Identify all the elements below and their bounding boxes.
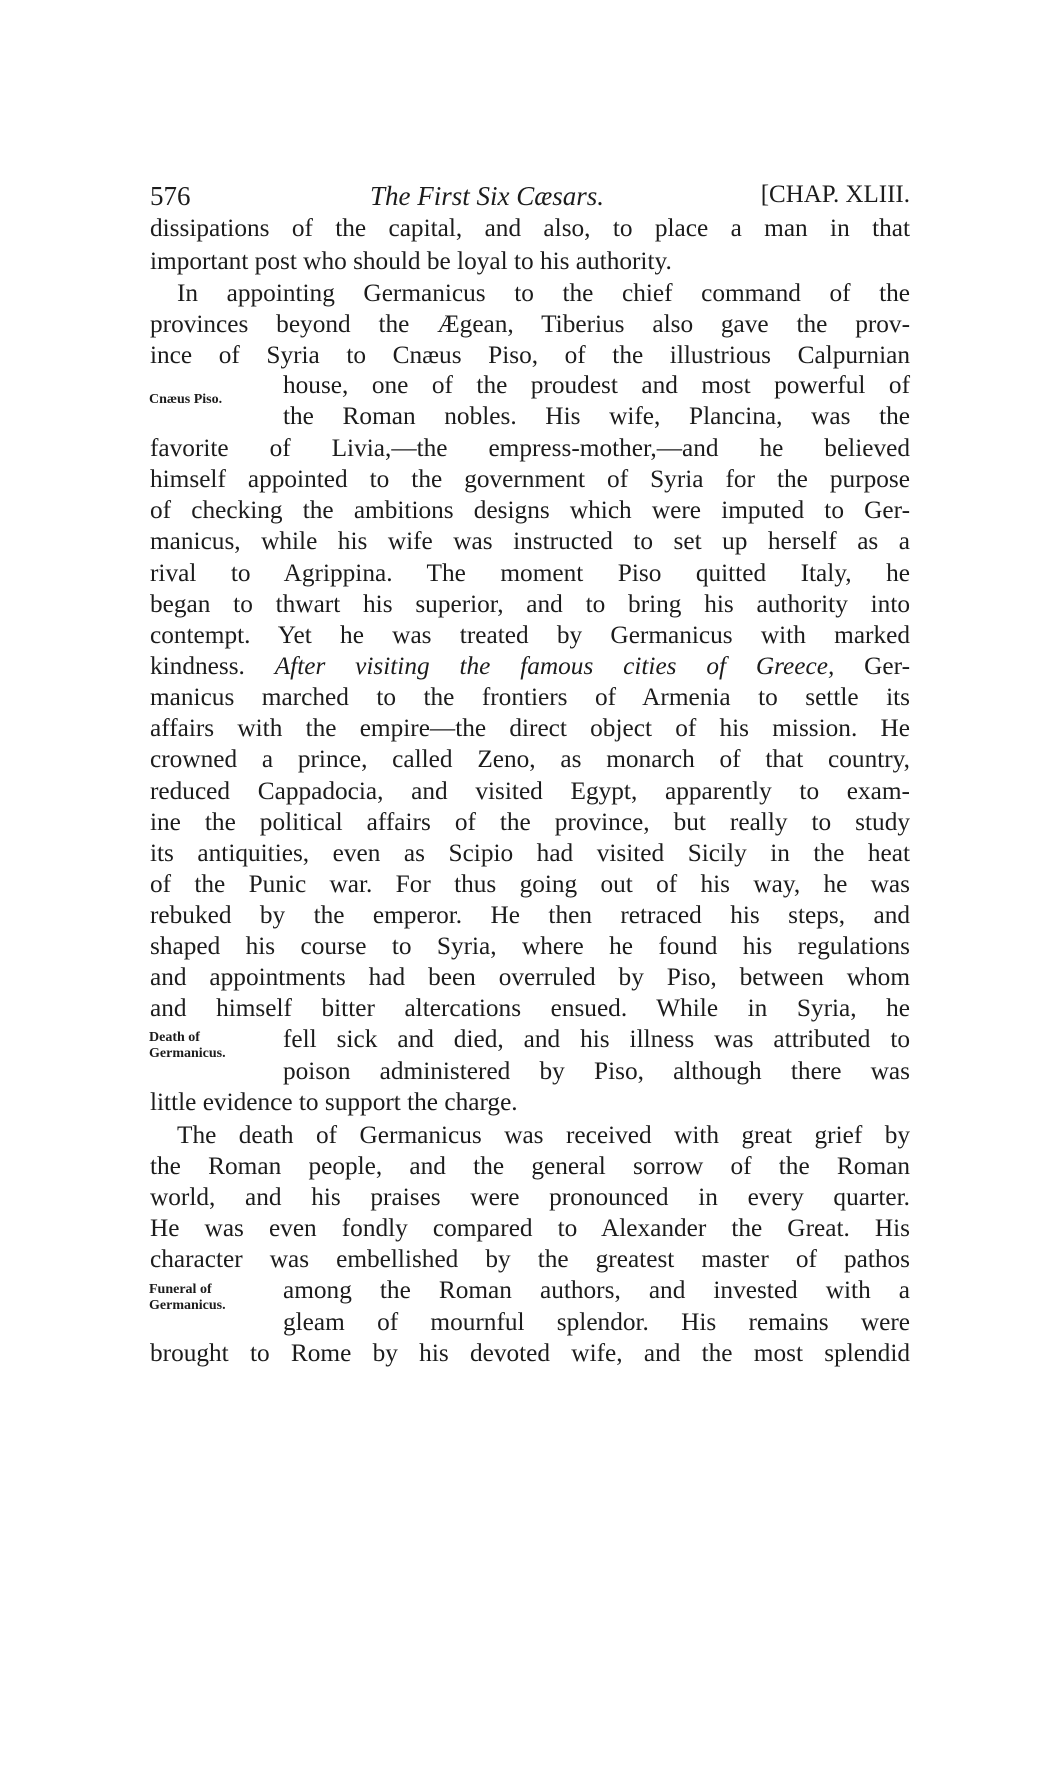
text-line: contempt. Yet he was treated by Germanicus with marked xyxy=(150,621,910,649)
text-line: manicus marched to the frontiers of Armenia to settle its xyxy=(150,683,910,711)
text-line: poison administered by Piso, although there was xyxy=(283,1057,910,1085)
text-line: provinces beyond the Ægean, Tiberius also gave the prov- xyxy=(150,310,910,338)
text-line: began to thwart his superior, and to bring his authority into xyxy=(150,590,910,618)
text-line: shaped his course to Syria, where he found his regulations xyxy=(150,932,910,960)
text-line: fell sick and died, and his illness was attributed to xyxy=(283,1025,910,1053)
text-line: important post who should be loyal to his authority. xyxy=(150,247,672,275)
text-line: affairs with the empire—the direct object of his mission. He xyxy=(150,714,910,742)
text-line: the Roman nobles. His wife, Plancina, was the xyxy=(283,402,910,430)
text-line: brought to Rome by his devoted wife, and the most splendid xyxy=(150,1339,910,1367)
sidenote-line: Germanicus. xyxy=(149,1298,226,1313)
text-line: manicus, while his wife was instructed to set up herself as a xyxy=(150,527,910,555)
text-line xyxy=(150,649,910,683)
text-line: little evidence to support the charge. xyxy=(150,1088,518,1116)
text-line: reduced Cappadocia, and visited Egypt, apparently to exam- xyxy=(150,777,910,805)
text-line: house, one of the proudest and most powerful of xyxy=(283,371,910,399)
text-line: the Roman people, and the general sorrow of the Roman xyxy=(150,1152,910,1180)
text-line: and himself bitter altercations ensued. While in Syria, he xyxy=(150,994,910,1022)
italic-segment: After visiting the famous cities of Greece, xyxy=(274,652,835,680)
text-line: In appointing Germanicus to the chief command of the xyxy=(177,279,910,307)
text-segment: Ger- xyxy=(864,652,910,680)
text-line: crowned a prince, called Zeno, as monarch of that country, xyxy=(150,745,910,773)
sidenote-funeral-of-germanicus xyxy=(149,1282,226,1314)
text-line: and appointments had been overruled by Piso, between whom xyxy=(150,963,910,991)
text-line: rebuked by the emperor. He then retraced his steps, and xyxy=(150,901,910,929)
text-line: its antiquities, even as Scipio had visited Sicily in the heat xyxy=(150,839,910,867)
sidenote-line: Death of xyxy=(149,1030,200,1045)
text-line: gleam of mournful splendor. His remains were xyxy=(283,1308,910,1336)
text-line: himself appointed to the government of Syria for the purpose xyxy=(150,465,910,493)
chapter-label: [CHAP. XLIII. xyxy=(760,181,910,208)
text-line: dissipations of the capital, and also, to place a man in that xyxy=(150,214,910,242)
text-line: of checking the ambitions designs which were imputed to Ger- xyxy=(150,496,910,524)
text-line: among the Roman authors, and invested with a xyxy=(283,1276,910,1304)
text-line: favorite of Livia,—the empress-mother,—and he believed xyxy=(150,434,910,462)
sidenote-line: Germanicus. xyxy=(149,1046,226,1061)
text-line: ine the political affairs of the province, but really to study xyxy=(150,808,910,836)
sidenote-death-of-germanicus xyxy=(149,1030,226,1062)
text-line: world, and his praises were pronounced in every quarter. xyxy=(150,1183,910,1211)
text-line: of the Punic war. For thus going out of his way, he was xyxy=(150,870,910,898)
text-line: rival to Agrippina. The moment Piso quitted Italy, he xyxy=(150,559,910,587)
page-number: 576 xyxy=(150,181,191,211)
text-line: He was even fondly compared to Alexander the Great. His xyxy=(150,1214,910,1242)
text-segment: kindness. xyxy=(150,652,245,680)
text-line: character was embellished by the greatest master of pathos xyxy=(150,1245,910,1273)
sidenote-cnaeus-piso: Cnæus Piso. xyxy=(149,392,223,407)
text-line: ince of Syria to Cnæus Piso, of the illustrious Calpurnian xyxy=(150,341,910,369)
text-line: The death of Germanicus was received with great grief by xyxy=(177,1121,910,1149)
running-title: The First Six Cæsars. xyxy=(370,181,605,211)
sidenote-line: Funeral of xyxy=(149,1282,212,1297)
